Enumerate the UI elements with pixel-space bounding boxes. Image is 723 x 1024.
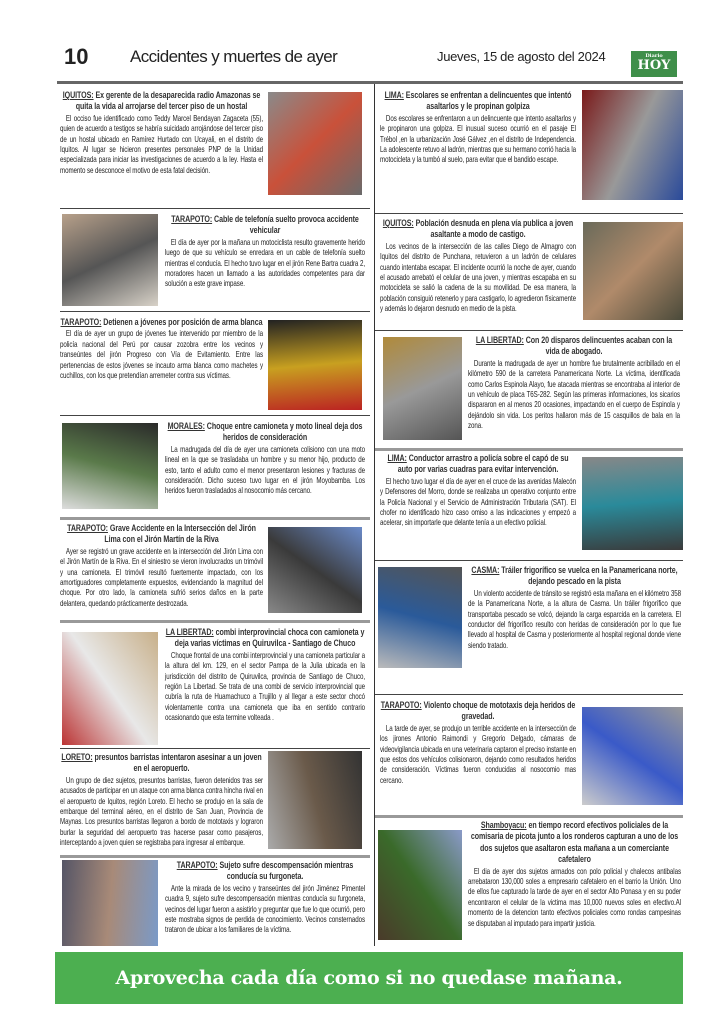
article-photo (582, 90, 683, 200)
article-photo (268, 751, 362, 849)
article-body: El día de ayer un grupo de jóvenes fue intervenido por miembro de la policía nacional del Perú por causar zozobra entre los vecinos y transeúntes del jirón Progreso con Vía de Evitamiento. Entre las pertenencias de estos jóvenes se incauto arma blanca como machetes y cuchillos, con los que pretendían arremeter contra sus víctimas. (60, 328, 263, 381)
article-separator (60, 855, 370, 858)
article-separator (60, 415, 370, 416)
article-location: LA LIBERTAD: (475, 335, 524, 346)
article-headline-text: Escolares se enfrentan a delincuentes que intentó asaltarlos y le propinan golpiza (403, 90, 572, 113)
article (165, 627, 365, 723)
article-headline (165, 860, 365, 883)
article (60, 90, 263, 175)
article-headline (60, 752, 263, 775)
article (380, 700, 576, 785)
article-headline (165, 214, 365, 237)
article-location: LIMA: (384, 90, 404, 101)
article-body: Un violento accidente de tránsito se registró esta mañana en el kilómetro 358 de la Panamericana Norte, a la altura de Casma. Un tráiler frigorífico que transportaba pescado se volcó, dejando la carga esparcida en la carretera. El conductor del frigorífico resulto con heridas de consideración por lo que fue llevado al hospital de Casma y posteriormente al hospital regional donde viene siendo tratado. (468, 587, 681, 650)
article-headline-text: Choque entre camioneta y moto lineal deja dos heridos de consideración (204, 421, 363, 444)
article-body: El occiso fue identificado como Teddy Marcel Bendayan Zagaceta (55), quien de acuerdo a testigos se habría suicidado arrojándose del tercer piso de un hostal ubicado en Ramírez Hurtado con Ucayali, en el distrito de Iquitos. Al lugar se hicieron presentes personales PNP de la Unidad especializada para iniciar las investigaciones de acuerdo a la ley. Hasta el momento se desconoce el motivo de esta fatal decisión. (60, 112, 263, 175)
article-body: Ayer se registró un grave accidente en la intersección del Jirón Lima con el Jirón Martín de la Riva. En el siniestro se vieron involucrados un trimóvil y una camioneta. El trimóvil resultó fuertemente impactado, con los amortiguadores completamente expuestos, evidenciando la magnitud del choque. Por otro lado, la camioneta sufrió serios daños en la parte delantera, quedando prácticamente destrozada. (60, 545, 263, 608)
article-photo (268, 527, 362, 613)
article-headline-text: Tráiler frigorífico se vuelca en la Panamericana norte, dejando pescado en la pista (499, 565, 678, 588)
article-separator (60, 748, 370, 749)
article (380, 90, 576, 165)
logo-small-text: Diario (645, 53, 663, 59)
article-separator (375, 213, 683, 214)
article-photo (378, 830, 462, 940)
article-headline (380, 90, 576, 113)
article-location: LORETO: (61, 752, 93, 763)
article-headline (60, 90, 263, 113)
article-location: TARAPOTO: (67, 523, 108, 534)
article-photo (383, 337, 462, 440)
article-separator (60, 517, 370, 520)
article-photo (62, 860, 158, 946)
article-body: La tarde de ayer, se produjo un terrible accidente en la intersección de los jirones Antonio Raimondi y Gregorio Delgado, cámaras de videovigilancia ubicada en una veterinaria captaron el preciso instante en que estos dos vehículos colisionaron, dejando como resultados heridos de consideración. Víctimas fueron conducidas al nosocomio mas cercano. (380, 722, 577, 785)
article-headline (468, 335, 680, 358)
article-separator (60, 311, 370, 312)
article-headline (380, 700, 576, 723)
article-photo (378, 567, 462, 668)
article-headline (380, 453, 576, 476)
article-location: LA LIBERTAD: (165, 627, 214, 638)
diario-hoy-logo (631, 51, 677, 77)
article-photo (582, 457, 683, 550)
article-photo (62, 214, 158, 306)
article (165, 421, 365, 496)
article-photo (62, 632, 158, 745)
article-separator (375, 448, 683, 451)
motto-banner: Aprovecha cada día como si no quedase mañana. (55, 952, 683, 1004)
article-body: Choque frontal de una combi interprovincial y una camioneta particular a la altura del km. 129, en el sector Pampa de la Julia ubicada en la jurisdicción del distrito de Quiruvilca, provincia de Santiago de Chuco, región La Libertad. Se trata de una combi de servicio interprovincial que cubría la ruta de Huamachuco a Trujillo y al llegar a este sector chocó violentamente contra una camioneta que iba en sentido contrario ocasionando que esta termine volteada . (165, 649, 366, 723)
article-headline-text: Grave Accidente en la Intersección del Jirón Lima con el Jirón Martín de la Riva (104, 523, 256, 546)
header-rule (57, 81, 683, 84)
article-headline (380, 218, 576, 241)
article-body: Un grupo de diez sujetos, presuntos barristas, fueron detenidos tras ser acusados de participar en un ataque con arma blanca contra hincha rival en el aeropuerto de Iquitos, región Loreto. El hecho se produjo en la sala de embarque del terminal aéreo, en el distrito de San Juan, Provincia de Maynas. Los presuntos barristas llegaron a bordo de mototaxis y lograron burlar la seguridad del aeropuerto tras hacerse pasar como pasajeros, interceptando a joven quien se registraba para ingresar al embarque. (60, 774, 263, 848)
article-separator (375, 815, 683, 818)
article (380, 218, 576, 314)
article-location: TARAPOTO: (60, 317, 102, 328)
article-headline-text: Sujeto sufre descompensación mientras conducía su furgoneta. (217, 860, 354, 883)
article-separator (375, 330, 683, 331)
article-headline-text: presuntos barristas intentaron asesinar a un joven en el aeropuerto. (92, 752, 262, 775)
article-headline-text: Población desnuda en plena vía publica a joven asaltante a modo de castigo. (413, 218, 574, 241)
article-headline-text: Violento choque de mototaxis deja heridos de gravedad. (421, 700, 576, 723)
article-separator (60, 208, 370, 209)
article-headline-text: Conductor arrastro a policía sobre el capó de su auto por varias cuadras para evitar intervención. (397, 453, 569, 476)
article-body: El día de ayer por la mañana un motociclista resulto gravemente herido luego de que su vehículo se enredara en un cable de telefonía suelto mientras el conducía. El hecho tuvo lugar en el jirón Rene Bartra cuadra 2, moradores hacen un llamado a las autoridades competentes para dar solución a este grave impase. (165, 236, 366, 289)
article-headline-text: Cable de telefonía suelto provoca accidente vehicular (212, 214, 359, 237)
article-photo (583, 222, 683, 320)
article (60, 752, 263, 848)
article-headline (165, 421, 365, 444)
article (380, 453, 576, 528)
article-headline-text: en tiempo record efectivos policiales de la comisaria de picota junto a los ronderos capturan a uno de los dos sujetos que asaltaron esta mañana a un comerciante cafetalero (470, 820, 679, 866)
article-photo (582, 707, 683, 805)
article-headline-text: Detienen a jóvenes por posición de arma blanca (101, 317, 263, 328)
article-headline (60, 523, 263, 546)
article-separator (375, 694, 683, 695)
article (165, 860, 365, 935)
article-headline (60, 317, 263, 328)
article-headline (165, 627, 365, 650)
article-headline-text: Con 20 disparos delincuentes acaban con la vida de abogado. (523, 335, 673, 358)
article-photo (268, 92, 362, 195)
article-location: LIMA: (387, 453, 407, 464)
article-headline-text: Ex gerente de la desaparecida radio Amazonas se quita la vida al arrojarse del tercer piso de un hostal (75, 90, 261, 113)
article-body: El dia de ayer dos sujetos armados con polo policial y chalecos antibalas arrebataron 130,000 soles a empresario cafetalero en el barrio la Unión. Uno de ellos fue capturado la tarde de ayer en el sector Alto Ponasa y en su poder encontraron el celular de la victima mas 10,000 nuevos soles en efectivo.Al momento de la detencion tanto efectivos policiales como rondas campesinas se disputaban al imputado para impartir justicia. (468, 865, 681, 928)
article-body: El hecho tuvo lugar el día de ayer en el cruce de las avenidas Malecón y Defensores del Morro, donde se realizaba un operativo conjunto entre la Policía Nacional y el Servicio de Administración Tributaria (SAT). El chofer no identificado hizo caso omiso a las indicaciones y empezó a acelerar, sin importarle que delante tenía a un efectivo policial. (380, 475, 577, 528)
article-photo (62, 423, 158, 509)
issue-date: Jueves, 15 de agosto del 2024 (437, 49, 606, 64)
article-location: Shamboyacu: (480, 820, 527, 831)
article (468, 335, 680, 431)
article-headline (468, 565, 681, 588)
article-headline (468, 820, 681, 866)
article-location: TARAPOTO: (176, 860, 218, 871)
article-body: La madrugada del día de ayer una camioneta colisiono con una moto lineal en la que se trasladaba un hombre y su menor hijo, producto de esto, tanto el adulto como el menor presentaron lesiones y fracturas de consideración. Dicho suceso tuvo lugar en el jirón Moyobamba. Los heridos fueron trasladados al nosocomio más cercano. (165, 443, 366, 496)
article-body: Ante la mirada de los vecino y transeúntes del jirón Jiménez Pimentel cuadra 9, sujeto sufre descompensación mientras conducía su furgoneta, vecinos del lugar fueron a asistirlo y preguntar que fue lo que ocurrió, pero este mostraba signos de perdida de conocimiento. Vecinos consternados trataron de ubicar a los familiares de la víctima. (165, 882, 366, 935)
article-separator (60, 620, 370, 623)
article-body: Durante la madrugada de ayer un hombre fue brutalmente acribillado en el kilómetro 590 de la carretera Panamericana Norte. La víctima, identificada como Carlos Espinola Alayo, fue atacada mientras se encontraba al interior de un vehículo de placa T6S-282. Según las primeras informaciones, los sicarios dispararon en al menos 20 ocasiones, impactando en el cuerpo de Espinola y dejándolo sin vida. Los peritos hallaron más de 15 casquillos de bala en la zona. (468, 357, 681, 431)
article (165, 214, 365, 289)
article-separator (375, 560, 683, 561)
article-location: IQUITOS: (62, 90, 94, 101)
section-title: Accidentes y muertes de ayer (130, 47, 338, 66)
article-body: Dos escolares se enfrentaron a un delincuente que intento asaltarlos y le propinaron una golpiza. El inusual suceso ocurrió en el pasaje El Trébol ,en la urbanización José Gálvez ,en el distrito de Independencia. La adolescente retuvo al ladrón, mientras que su hermano corrió hacia la motocicleta y la tumbó al suelo, para evitar que el bandido escape. (380, 112, 577, 165)
article-location: IQUITOS: (382, 218, 414, 229)
article (468, 565, 681, 650)
article (60, 317, 263, 380)
article (468, 820, 681, 928)
article-body: Los vecinos de la intersección de las calles Diego de Almagro con Iquitos del distrito de Punchana, retuvieron a un ladrón de celulares cuando intentaba escapar. El incidente ocurrió la noche de ayer, cuando el acusado arrebató el celular de una joven, y mientras escapaba en su motocicleta se salió la cadena de la su movilidad. De esa manera, la población consiguió retenerlo y para castigarlo, lo agredieron físicamente y además lo dejaron desnudo en medio de la pista. (380, 240, 577, 314)
article-location: MORALES: (167, 421, 205, 432)
page-number: 10 (64, 44, 89, 69)
article (60, 523, 263, 608)
article-location: TARAPOTO: (380, 700, 422, 711)
article-location: CASMA: (471, 565, 500, 576)
logo-big-text: HOY (637, 58, 671, 73)
article-photo (268, 320, 362, 410)
article-location: TARAPOTO: (171, 214, 213, 225)
article-headline-text: combi interprovincial choca con camioneta y deja varias víctimas en Quiruvilca - Santiago de Chuco (174, 627, 365, 650)
